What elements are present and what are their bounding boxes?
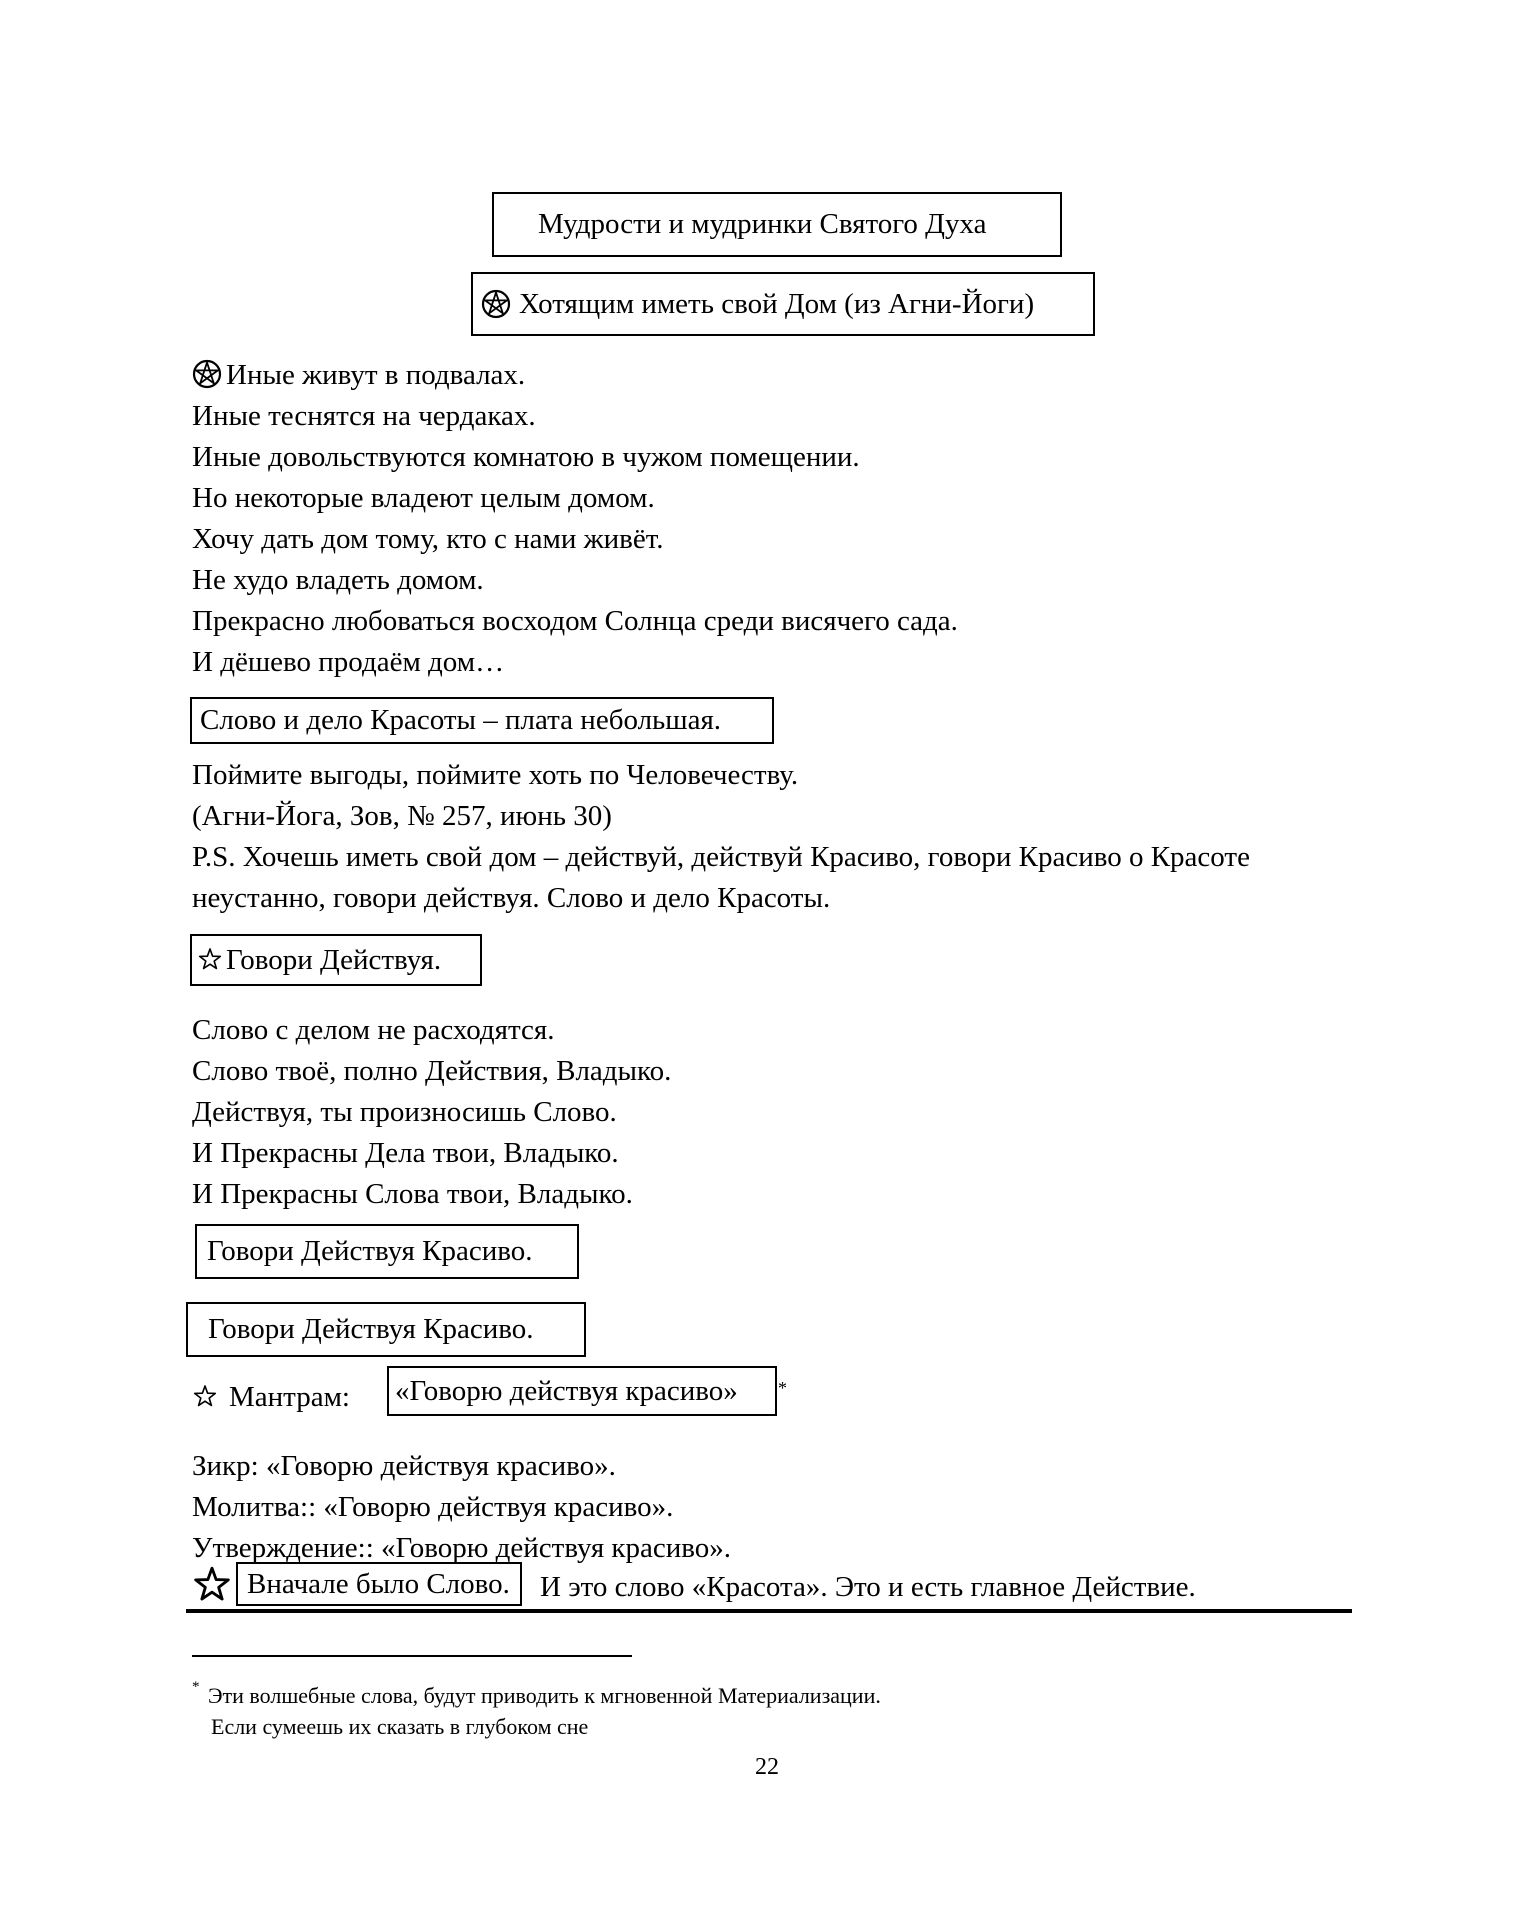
stanza3-line-1: Слово с делом не расходятся. — [192, 1014, 555, 1046]
stanza1-line-4: Но некоторые владеют целым домом. — [192, 482, 655, 514]
star-outline-icon — [193, 1565, 231, 1603]
stanza1-line-8: И дёшево продаём дом… — [192, 646, 505, 678]
footnote-mark: * — [192, 1679, 200, 1695]
stanza1-line-7: Прекрасно любоваться восходом Солнца среди висячего сада. — [192, 605, 958, 637]
mantram-line — [193, 1383, 350, 1412]
stanza3-line-4: И Прекрасны Дела твои, Владыко. — [192, 1137, 619, 1169]
stanza1-line-2: Иные теснятся на чердаках. — [192, 400, 536, 432]
subtitle-text: Хотящим иметь свой Дом (из Агни-Йоги) — [519, 288, 1035, 320]
stanza1-line-6: Не худо владеть домом. — [192, 564, 484, 596]
pentagram-circle-icon — [192, 359, 222, 389]
boxed-phrase-3: Говори Действуя Красиво. — [186, 1302, 586, 1357]
pentagram-circle-icon — [481, 289, 511, 319]
stanza3-line-2: Слово твоё, полно Действия, Владыко. — [192, 1055, 672, 1087]
boxed-phrase-2: Говори Действуя Красиво. — [195, 1224, 579, 1279]
mantram-text: «Говорю действуя красиво» — [395, 1375, 738, 1407]
stanza2-line-3: P.S. Хочешь иметь свой дом – действуй, действуй Красиво, говори Красиво о Красоте — [192, 841, 1250, 873]
final-line-star — [193, 1565, 231, 1603]
stanza4-line-2: Молитва:: «Говорю действуя красиво». — [192, 1491, 674, 1523]
stanza2-line-4: неустанно, говори действуя. Слово и дело Красоты. — [192, 882, 831, 914]
star-outline-icon — [198, 947, 222, 971]
footnote-line-1: Эти волшебные слова, будут приводить к мгновенной Материализации. — [208, 1683, 881, 1708]
footnote-separator — [192, 1655, 632, 1657]
stanza2-line-1: Поймите выгоды, поймите хоть по Человечеству. — [192, 759, 799, 791]
stanza1-line-3: Иные довольствуются комнатою в чужом помещении. — [192, 441, 860, 473]
stanza1-line-1: Иные живут в подвалах. — [192, 361, 525, 392]
stanza4-line-1: Зикр: «Говорю действуя красиво». — [192, 1450, 616, 1482]
mantram-label: Мантрам: — [229, 1381, 350, 1413]
page-number: 22 — [755, 1754, 779, 1780]
footnote-line-2: Если сумеешь их сказать в глубоком сне — [211, 1714, 589, 1739]
subtitle-box — [471, 272, 1095, 336]
stanza3-line-3: Действуя, ты произносишь Слово. — [192, 1096, 617, 1128]
final-line-rest: И это слово «Красота». Это и есть главное Действие. — [540, 1571, 1196, 1603]
title-text: Мудрости и мудринки Святого Духа — [538, 208, 987, 240]
final-boxed-phrase: Вначале было Слово. — [236, 1562, 522, 1606]
title-box — [492, 192, 1062, 257]
thick-rule — [186, 1609, 1352, 1613]
mantram-footnote-mark: * — [778, 1378, 787, 1398]
stanza2-line-2: (Агни-Йога, Зов, № 257, июнь 30) — [192, 800, 612, 832]
boxed-phrase-1: Слово и дело Красоты – плата небольшая. — [190, 697, 774, 744]
stanza3-line-5: И Прекрасны Слова твои, Владыко. — [192, 1178, 633, 1210]
heading-govori-box: Говори Действуя. — [190, 934, 482, 986]
stanza1-line-5: Хочу дать дом тому, кто с нами живёт. — [192, 523, 664, 555]
stanza4-line-3: Утверждение:: «Говорю действуя красиво». — [192, 1532, 732, 1564]
mantram-box — [387, 1366, 777, 1416]
star-outline-icon — [193, 1384, 217, 1408]
